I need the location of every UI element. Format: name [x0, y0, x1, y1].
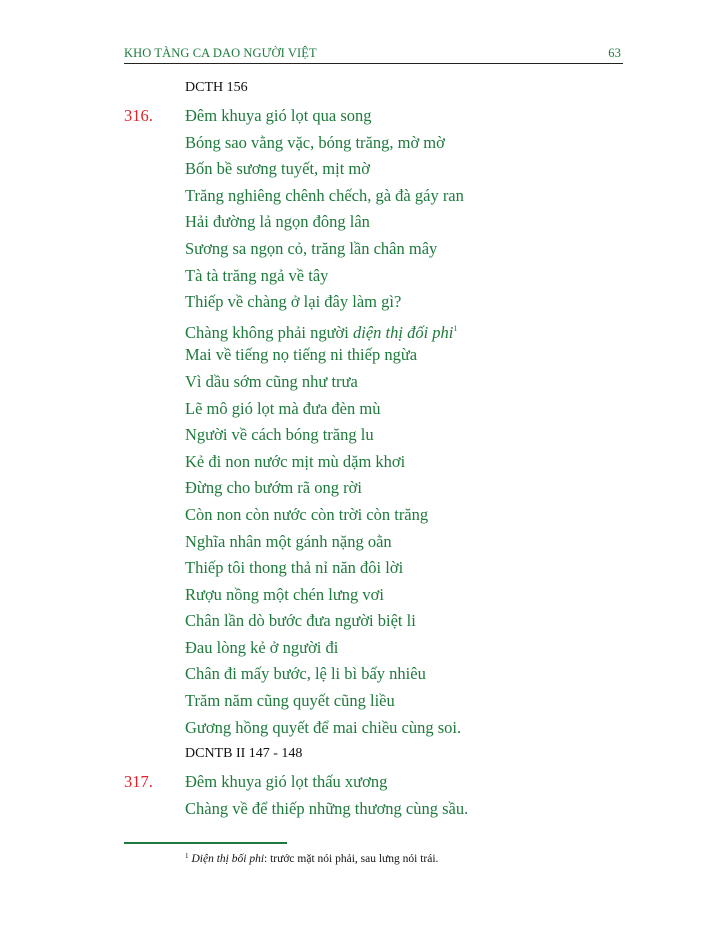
poem-line-text: Thiếp về chàng ở lại đây làm gì? — [185, 292, 402, 312]
poem-line-text: Trăng nghiêng chênh chếch, gà đà gáy ran — [185, 185, 464, 205]
poem-line-text: Lẽ mô gió lọt mà đưa đèn mù — [185, 398, 381, 418]
running-header — [124, 44, 623, 62]
poem-number: 316. — [124, 106, 153, 125]
poem-line-text: Hải đường lả ngọn đông lân — [185, 212, 370, 232]
header-rule — [124, 63, 623, 64]
poem-line-text: Nghĩa nhân một gánh nặng oằn — [185, 531, 392, 551]
poem-line — [124, 529, 644, 556]
poem-line-text: Sương sa ngọn cỏ, trăng lần chân mây — [185, 238, 438, 258]
poem-line-text: Bóng sao vằng vặc, bóng trăng, mờ mờ — [185, 132, 445, 152]
poem-line-text: Người về cách bóng trăng lu — [185, 425, 374, 445]
poem-line-text: Bốn bề sương tuyết, mịt mờ — [185, 159, 370, 179]
poem-line-text: Chân đi mấy bước, lệ li bì bấy nhiêu — [185, 664, 426, 684]
poem-line — [124, 130, 644, 157]
poem-line — [124, 156, 644, 183]
poem-line — [124, 449, 644, 476]
poem-line-text: Chân lần dò bước đưa người biệt li — [185, 611, 416, 631]
poem-line — [124, 209, 644, 236]
footnote-mark: 1 — [453, 323, 458, 333]
poem-line-text: Mai về tiếng nọ tiếng ni thiếp ngừa — [185, 345, 418, 365]
poem-line-text: Vì dầu sớm cũng như trưa — [185, 371, 358, 391]
poem-line — [124, 555, 644, 582]
poem-line-text: Đêm khuya gió lọt thấu xương — [185, 772, 388, 791]
poem-line — [124, 289, 644, 316]
poem-316 — [124, 103, 644, 741]
poem-317 — [124, 769, 644, 822]
poem-line — [124, 608, 644, 635]
poem-line-text: Kẻ đi non nước mịt mù dặm khơi — [185, 451, 406, 471]
footnote-mark: 1 — [185, 852, 189, 860]
poem-line — [124, 103, 644, 130]
source-reference: DCNTB II 147 - 148 — [185, 746, 303, 761]
page-number: 63 — [608, 46, 621, 60]
poem-line-text: Gương hồng quyết để mai chiều cùng soi. — [185, 717, 462, 737]
poem-line-text: Đừng cho bướm rã ong rời — [185, 478, 362, 498]
poem-line — [124, 342, 644, 369]
poem-line — [124, 422, 644, 449]
poem-line — [124, 475, 644, 502]
poem-line — [124, 183, 644, 210]
italic-term: diện thị đối phi — [353, 322, 454, 342]
poem-line-prefix: Chàng không phải người — [185, 322, 353, 342]
poem-line — [124, 369, 644, 396]
poem-line-text: Tà tà trăng ngả về tây — [185, 265, 329, 285]
poem-line-text: Đau lòng kẻ ở người đi — [185, 637, 339, 657]
poem-line — [124, 661, 644, 688]
poem-line — [124, 769, 644, 796]
source-reference: DCTH 156 — [185, 80, 248, 95]
poem-line — [124, 236, 644, 263]
poem-line — [124, 688, 644, 715]
poem-line — [124, 796, 644, 823]
poem-line — [124, 396, 644, 423]
footnote-rule — [124, 842, 287, 844]
poem-line — [124, 263, 644, 290]
poem-number: 317. — [124, 772, 153, 791]
poem-line — [124, 635, 644, 662]
footnote-text: : trước mặt nói phải, sau lưng nói trái. — [264, 853, 439, 865]
poem-line-text: Thiếp tôi thong thả nỉ năn đôi lời — [185, 558, 404, 578]
poem-line — [124, 316, 644, 343]
footnote-term: Diện thị bối phi — [191, 853, 265, 865]
poem-line-text: Trăm năm cũng quyết cũng liều — [185, 691, 395, 711]
poem-line — [124, 715, 644, 742]
book-title: KHO TÀNG CA DAO NGƯỜI VIỆT — [124, 46, 317, 60]
poem-line-text: Còn non còn nước còn trời còn trăng — [185, 504, 429, 524]
poem-line — [124, 502, 644, 529]
poem-line — [124, 582, 644, 609]
poem-line-text: Chàng về để thiếp những thương cùng sầu. — [185, 798, 469, 818]
footnote — [185, 852, 438, 865]
poem-line-text: Đêm khuya gió lọt qua song — [185, 106, 372, 125]
poem-line-text: Rượu nồng một chén lưng vơi — [185, 584, 384, 604]
